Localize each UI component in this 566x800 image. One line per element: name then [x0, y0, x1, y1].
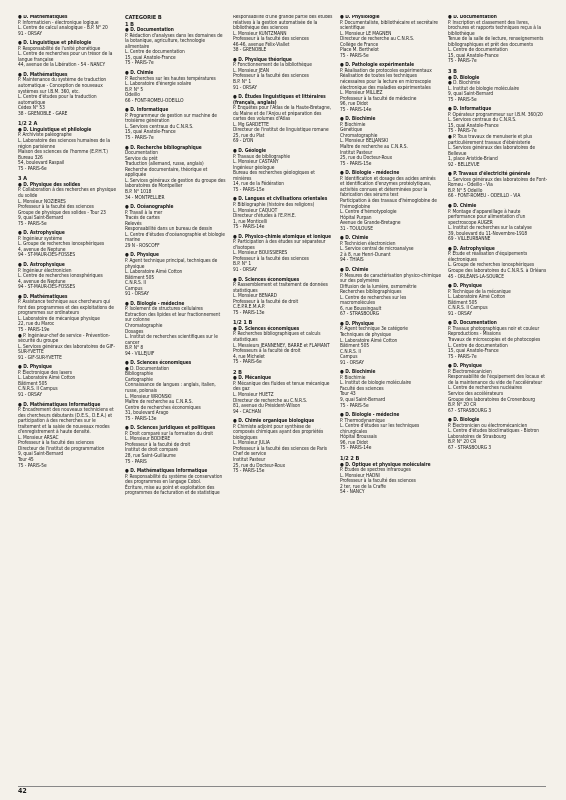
listing-entry — [448, 247, 548, 280]
entry-details: P. Inscription et classement des livres, brochures et rapports techniques reçus à la bibliothèque Tenue de la salle de lecture, renseignements bibliographiques et prêt des documents L. Centre de documentation 15, quai Anatole-France 75 - PARIS-7e — [448, 19, 544, 65]
listing-entry — [18, 295, 117, 362]
entry-details: P. Informaticien - électronique logique L. Centre de calcul analogique - B.P. N° 20 91 - ORSAY — [18, 19, 108, 37]
listing-entry — [448, 418, 548, 451]
entry-domain: ● D. Physique — [448, 363, 482, 370]
entry-domain: ● D. Documentation — [125, 27, 174, 34]
listing-entry — [233, 58, 333, 91]
listing-entry — [125, 426, 226, 465]
entry-details: P. Programmeur de gestion sur machine de troisième génération L. Services centraux du C.N.R.S. 15, quai Anatole-France 75 - PARIS-7e — [125, 112, 217, 142]
entry-details: P. Réalisation de protocoles expérimentaux Réalisation de toutes les techniques nécessaires pour la lecture en microscopie électronique des maladies expérimentales L. Monsieur MILLIEZ Professeur à la faculté de médecine 96, rue Didot 75 - PARIS-14e — [340, 67, 432, 113]
listing-entry — [125, 71, 226, 104]
entry-domain: ● D. Chimie — [448, 203, 477, 209]
listing-entry — [125, 253, 226, 297]
entry-domain: ● D. Mathématiques — [18, 15, 68, 20]
entry-domain: ● D. Informatique — [448, 106, 492, 113]
section-heading: 1/2 1 B — [233, 320, 253, 327]
listing-entry — [233, 95, 333, 145]
listing-entry — [340, 463, 441, 496]
entry-details: P. Archiviste paléographe L. Laboratoire des sciences humaines de la région parisienne Maison des sciences de l'homme (E.P.H.T.) Bureau 326 54, boulevard Raspail 75 - PARIS-6e — [18, 132, 111, 172]
entry-details: P. Droit comparé sur la formation du droit L. Monsieur BODIERE Professeur à la faculté de droit Institut de droit comparé 28, rue Saint-Guillaume 75 - PARIS — [125, 430, 214, 465]
listing-entry — [340, 322, 441, 366]
listing-entry — [233, 327, 333, 366]
entry-domain: ● D. Astrophysique — [18, 261, 65, 268]
entry-details: P. Assistance technique aux chercheurs qui font des programmes et des exploitations de programmes sur ordinateurs L. Laboratoire de mécanique physique 22, rue du Maroc 75 - PARIS-19e ● P. Ingénieur-chef de service - Prévention-sécurité du groupe L. Services généraux des laboratoires de GIF-SUR-YVETTE 91 - GIF-SUR-YVETTE — [18, 299, 115, 361]
entry-domain: ● D. Physique — [448, 283, 482, 290]
listing-entry — [18, 41, 117, 69]
entry-domain: ● D. Biologie - médecine — [340, 170, 400, 177]
listing-entry — [448, 204, 548, 243]
listing-entry — [125, 302, 226, 357]
entry-domain: ● D. Physico-chimie atomique et ionique — [233, 233, 332, 240]
entry-domain: ● D. Géologie — [233, 148, 267, 155]
entry-domain: ● D. Mathématiques Informatique — [18, 401, 101, 408]
entry-details: P. Recherches sur les hautes températures L. Laboratoire d'énergie solaire B.P. N° 5 Odeillo 66 - FONT-ROMEU-ODEILLO — [125, 75, 216, 104]
column-3 — [233, 15, 333, 785]
entry-details: P. Recherches bibliographiques et calculs statistiques L. Messieurs JEANNENEY, BARRE et FLAMANT Professeurs à la faculté de droit 4, rue Michelet 75 - PARIS-6e — [233, 331, 330, 366]
entry-domain: ● D. Sciences économiques — [233, 325, 300, 332]
section-heading: CATEGORIE B 1 B — [125, 15, 162, 28]
entry-details: P. Agent technique principal, techniques de physique L. Laboratoire Aimé Cotton Bâtiment 505 C.N.R.S. II Campus 91 - ORSAY — [125, 257, 218, 298]
listing-entry — [125, 28, 226, 67]
entry-domain: ● P. Travaux d'électricité générale — [448, 171, 531, 178]
entry-details: P. Étude et réalisation d'équipements électroniques L. Groupe de recherches ionosphériques Groupe des laboratoires du C.N.R.S. à Orléans 45 - ORLÉANS-LA-SOURCE — [448, 251, 547, 280]
entry-domain: ● D. Physique — [18, 364, 52, 371]
listing-entry — [18, 365, 117, 398]
listing-entry — [18, 231, 117, 259]
entry-domain: ● D. Physique — [125, 252, 159, 259]
listing-entry — [125, 361, 226, 422]
listing-entry — [340, 268, 441, 318]
listing-entry — [448, 76, 548, 104]
entry-details: Responsabilité d'une grande partie des études relatives à la gestion automatisée de la bibliothèque des sciences L. Monsieur KUNTZMANN Professeur à la faculté des sciences 46-46, avenue Félix-Viallet 38 - GRENOBLE — [233, 15, 333, 54]
entry-domain: ● D. Biochimie — [340, 369, 376, 376]
entry-details: P. Thermodynamique L. Centre d'études sur les techniques chirurgicales Hôpital Broussais 96, rue Didot 75 - PARIS-14e — [340, 417, 420, 452]
entry-details: P. Responsabilité de l'unité phonétique L. Centre de recherches pour un trésor de la langue française 44, avenue de la Libération - 54 - NANCY — [18, 45, 113, 69]
entry-domain: ● D. Astrophysique — [448, 245, 495, 252]
entry-domain: ● D. Informatique — [125, 107, 169, 114]
entry-domain: ● D. Astrophysique — [18, 230, 65, 237]
listing-entry — [18, 73, 117, 117]
entry-domain: ● D. Biologie - médecine — [125, 300, 185, 307]
listing-entry — [340, 15, 441, 59]
entry-domain: ● D. Biologie — [448, 417, 480, 424]
listing-entry — [233, 278, 333, 317]
section-heading: 2 B — [233, 369, 242, 376]
entry-details: P. Rédaction d'analyses dans les domaines de la botanique, agriculture, technologie alimentaire L. Centre de documentation 15, quai Anatole-France 75 - PARIS-7e — [125, 32, 223, 67]
entry-domain: ● D. Chimie — [340, 266, 369, 273]
entry-details: P. Mesures de caractérisation physico-chimique sur des polymères Diffusion de la lumière, osmométrie Recherches bibliographiques L. Centre de recherches sur les macromolécules 6, rue Boussingault 67 - STRASBOURG — [340, 272, 441, 318]
entry-details: P. Bibliographie (histoire des religions) L. Monsieur CAQUOT Directeur d'études à l'E.P.H.E. 1, rue Monticelli 75 - PARIS-14e — [233, 201, 315, 231]
entry-details: P. Maintenance du système de traduction automatique - Conception de nouveaux systèmes sur I.B.M. 360, etc. L. Centre d'études pour la traduction automatique Cédex N° 53 38 - GRENOBLE - GARE — [18, 77, 107, 117]
listing-entry — [18, 263, 117, 291]
entry-details: P. Électromécanicien Responsabilité de l'équipement des locaux et de la maintenance du vide de l'accélérateur L. Centre de recherches nucléaires Service des accélérateurs Groupe des laboratoires de Cronenbourg B.P. N° 20 CR 67 - STRASBOURG 3 — [448, 368, 545, 414]
entry-domain: ● D. Documentation — [448, 320, 497, 327]
column-2 — [125, 15, 226, 785]
listing-entry — [340, 236, 441, 264]
listing-entry — [448, 172, 548, 200]
listing-entry — [125, 205, 226, 249]
entry-domain: ● D. Chimie — [125, 70, 154, 77]
footer-rule — [18, 786, 546, 787]
listing-entry — [125, 146, 226, 201]
entry-domain: ● D. Sciences économiques — [125, 360, 192, 367]
entry-details: P. Fonctionnement de la bibliothèque L. Monsieur JEAN Professeur à la faculté des sciences B.P. N° 1 91 - ORSAY — [233, 62, 312, 91]
entry-domain: ● D. Documentation — [448, 15, 497, 20]
entry-details: L. Services généraux des laboratoires de Font-Romeu - Odeillo - Via B.P. N° 5 Odeillo 66 - FONT-ROMEU - ODEILLO - VIA — [448, 176, 548, 200]
listing-entry — [18, 128, 117, 172]
listing-entry — [125, 108, 226, 141]
entry-details: P. Études de spectres infrarouges L. Monsieur HADNI Professeur à la faculté des sciences 2 ter, rue de la Craffe 54 - NANCY — [340, 467, 416, 496]
entry-details: P. Technicien électronicien L. Service central de microanalyse 2 à 8, rue Henri-Dunant 94 - THIAIS — [340, 240, 414, 264]
entry-details: P. Biochimie Génétique Chromatographie L. Monsieur BELJANSKI Maître de recherche au C.N.R.S. Institut Pasteur 25, rue du Docteur-Roux 75 - PARIS-15e — [340, 121, 408, 167]
entry-domain: ● D. Études linguistiques et littéraires (français, anglais) — [233, 94, 326, 106]
entry-details: P. Identification et dosage des acides aminés et identification d'enzymes protéolytiques, activités connues et déterminées pour la fabrication des sérums test Participation à des travaux d'hémoglobine de l'hémoglobine L. Centre d'hémotypologie Hôpital Purpan Avenue de Grande-Bretagne 31 - TOULOUSE — [340, 175, 437, 232]
entry-domain: ● D. Biologie - médecine — [340, 412, 400, 419]
listing-entry — [125, 469, 226, 497]
entry-domain: ● D. Optique et physique moléculaire — [340, 461, 431, 468]
entry-details: P. Opérateur programmeur sur I.B.M. 360/20 L. Services centraux du C.N.R.S. 15, quai Anatole-France 75 - PARIS-7e ● P. Tous travaux de menuiserie et plus particulièrement travaux d'ébénisterie L. Services généraux des laboratoires de Bellevue 1, place Aristide-Briand 92 - BELLEVUE — [448, 111, 543, 168]
entry-details: P. Encadrement des nouveaux techniciens et des chercheurs débutants (D.E.S., D.E.A.) et participation à des recherches sur le traitement et la saisie de nouveaux modes d'enregistrement à haute densité. L. Monsieur ARSAC Professeur à la faculté des sciences Directeur de l'institut de programmation 9, quai Saint-Bernard Tour 45 75 - PARIS-5e — [18, 407, 114, 469]
entry-details: Documentation Service du prêt Traduction (allemand, russe, anglais) Recherche documentaire, théorique et appliquée L. Services généraux de gestion du groupe des laboratoires de Montpellier B.P. N° 1018 34 - MONTPELLIER — [125, 150, 226, 201]
entry-details: P. Documentaliste, bibliothécaire et secrétaire scientifique L. Monsieur LE MAGNEN Directeur de recherche au C.N.R.S. Collège de France Place M. Berthelot 75 - PARIS-5e — [340, 19, 438, 59]
entry-domain: ● D. Mathématiques — [18, 71, 68, 78]
entry-details: P. Montage d'appareillage à haute performance pour alimentation d'un spectroscope AUGER L. Institut de recherches sur la catalyse 39, boulevard du 11-Novembre-1918 69 - VILLEURBANNE — [448, 208, 532, 243]
listing-entry — [18, 183, 117, 227]
page-number: 42 — [18, 787, 27, 796]
listing-entry — [340, 370, 441, 409]
listing-entry — [340, 117, 441, 167]
entry-domain: ● D. Sciences économiques — [233, 276, 300, 283]
listing-entry — [448, 107, 548, 168]
entry-domain: ● D. Physique des solides — [18, 181, 81, 188]
entry-details: P. Isolement de structures cellulaires Extraction des lipides et leur fractionnement sur colonne Chromatographie Dosages L. Institut de recherches scientifiques sur le cancer B.P. N° 8 94 - VILLEJUIF — [125, 306, 221, 357]
column-1 — [18, 15, 117, 785]
entry-domain: ● D. Physiologie — [340, 15, 380, 20]
entry-domain: ● D. Biologie — [448, 74, 480, 81]
listing-entry — [448, 15, 548, 65]
entry-details: ● D. Biochimie L. Institut de biologie moléculaire 9, quai Saint-Bernard 75 - PARIS-5e — [448, 80, 520, 103]
entry-domain: ● D. Linguistique et philologie — [18, 126, 92, 133]
listing-entry — [340, 171, 441, 232]
listing-entry — [448, 284, 548, 317]
entry-domain: ● D. Mécanique — [233, 375, 272, 382]
entry-domain: ● D. Océanographie — [125, 204, 174, 211]
entry-domain: ● D. Langues et civilisations orientales — [233, 196, 328, 203]
entry-domain: ● D. Biochimie — [340, 116, 376, 123]
entry-details: P. Travail à la mer Tracés de cartes Relevés Responsabilité dans un bureau de dessin L. Centre d'études d'océanographie et biologie marine 29 N - ROSCOFF — [125, 209, 225, 249]
entry-domain: ● D. Mathématiques Informatique — [125, 468, 208, 475]
listing-entry — [340, 63, 441, 113]
listing-entry — [18, 403, 117, 470]
column-5 — [448, 15, 548, 785]
entry-details: P. Électronique des lasers L. Laboratoire Aimé Cotton Bâtiment 505 C.N.R.S. II Campus 91 - ORSAY — [18, 369, 76, 398]
column-4 — [340, 15, 441, 785]
entry-details: ● D. Documentation Bibliographie Cartographie Connaissance de langues : anglais, italien, russe, polonais L. Monsieur WRONSKI Maître de recherche au C.N.R.S. Centre de recherches économiques 31, boulevard Arago 75 - PARIS-13e — [125, 365, 216, 422]
section-heading: 1/2 2 A — [18, 121, 38, 128]
entry-details: P. Participation à des études sur séparateur d'isotopes L. Monsieur BOUISSIERES Professeur à la faculté des sciences B.P. N° 1 91 - ORSAY — [233, 239, 326, 273]
entry-domain: ● D. Mathématiques — [18, 293, 68, 300]
entry-details: P. Ingénieur système L. Groupe de recherches ionosphériques 4, avenue de Neptune 94 - ST-MAUR-DES-FOSSES — [18, 235, 105, 259]
entry-details: P. Électronicien ou électromécanicien L. Centre d'études bioclimatiques - Biotron Laboratoires de Strasbourg B.P. N° 20 CR 67 - STRASBOURG 3 — [448, 422, 540, 451]
listing-entry — [233, 149, 333, 193]
entry-details: P. Mécanique des fluides et tenue mécanique des gaz L. Monsieur HUETZ Directeur de recherche au C.N.R.S. 81, avenue du Président-Wilson 94 - CACHAN — [233, 380, 330, 415]
entry-domain: ● D. Recherche bibliographique — [125, 144, 202, 151]
entry-domain: ● D. Linguistique et philologie — [18, 40, 92, 47]
entry-domain: ● D. Sciences juridiques et politiques — [125, 425, 216, 432]
listing-entry — [233, 15, 333, 54]
entry-details: P. Biochimie L. Institut de biologie moléculaire Faculté des sciences Tour 43 9, quai Saint-Bernard 75 - PARIS-5e — [340, 374, 412, 409]
entry-details: P. Rassemblement et traitement de données statistiques L. Monsieur BENARD Professeur à la faculté de droit C.E.P.R.E.M.A.P. 75 - PARIS-13e — [233, 282, 328, 316]
entry-details: P. Travaux de bibliographie L. Monsieur CASTANY Ingénieur géologue Bureau des recherches géologiques et minières 14, rue de la Fédération 75 - PARIS-15e — [233, 153, 315, 193]
entry-details: P. Enquêtes pour l'Atlas de la Haute-Bretagne, du Maine et de l'Anjou et préparation des cartes des volumes d'Atlas L. Mg GARDETTE Directeur de l'institut de linguistique romane 25, rue du Plat 69 - LYON — [233, 105, 331, 145]
entry-details: P. Agent technique 3e catégorie Techniques de physique L. Laboratoire Aimé Cotton Bâtiment 505 C.N.R.S. II Campus 91 - ORSAY — [340, 326, 408, 366]
listing-entry — [233, 197, 333, 230]
entry-details: P. Ingénieur électronicien L. Centre de recherches ionosphériques 4, avenue de Neptune 94 - ST-MAUR-DES-FOSSES — [18, 267, 103, 291]
entry-domain: ● D. Chimie organique biologique — [233, 418, 315, 425]
entry-details: P. Technique de la mécanique L. Laboratoire Aimé Cotton Bâtiment 505 C.N.R.S. II Campus 91 - ORSAY — [448, 288, 511, 317]
listing-entry — [18, 15, 117, 37]
entry-domain: ● D. Chimie — [340, 235, 369, 242]
section-heading: 3 B — [448, 68, 457, 75]
entry-details: P. Chimiste adjoint pour synthèse de composés chimiques ayant des propriétés biologiques L. Monsieur JULIA Professeur à la faculté des sciences de Paris Chef de service Institut Pasteur 25, rue du Docteur-Roux 75 - PARIS-15e — [233, 423, 328, 475]
listing-entry — [233, 419, 333, 474]
listing-entry — [233, 376, 333, 415]
entry-domain: ● D. Physique — [340, 320, 374, 327]
entry-details: P. Travaux photographiques noir et couleur Reproductions - Missions Travaux de microscopies et de photocopies L. Centre de documentation 15, quai Anatole-France 75 - PARIS-7e — [448, 325, 541, 360]
entry-details: P. Collaboration à des recherches en physique du solide L. Monsieur NOZIERES Professeur à la faculté des sciences Groupe de physique des solides - Tour 23 9, quai Saint-Bernard 75 - PARIS-5e — [18, 187, 116, 227]
listing-entry — [448, 364, 548, 414]
listing-entry — [340, 413, 441, 452]
section-heading: 1/2 2 B — [340, 455, 360, 462]
listing-entry — [448, 321, 548, 360]
section-heading: 3 A — [18, 176, 27, 183]
entry-details: P. Responsabilité du système de conservation des programmes en langage Cobol. Écriture, mise au point et exploitation des programmes de facturation et de statistique — [125, 473, 223, 497]
entry-domain: ● D. Pathologie expérimentale — [340, 62, 414, 69]
entry-domain: ● D. Physique théorique — [233, 56, 292, 63]
listing-entry — [233, 235, 333, 274]
